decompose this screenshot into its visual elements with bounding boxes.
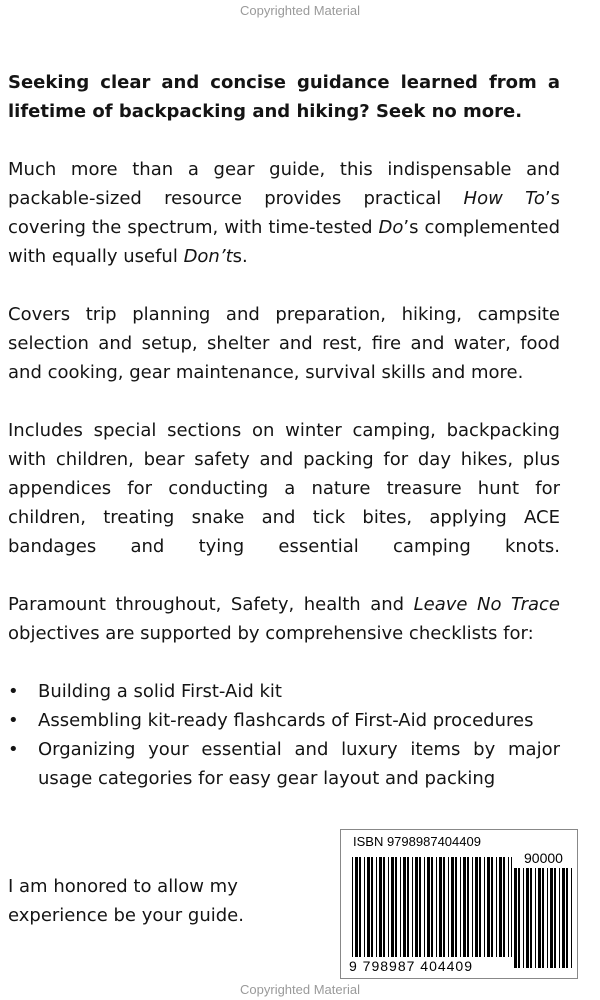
barcode-bar bbox=[475, 857, 478, 957]
addon-barcode bbox=[514, 868, 572, 968]
list-item: • Organizing your essential and luxury items by major usage categories for easy gear layout and packing bbox=[8, 735, 560, 793]
barcode-bar bbox=[484, 857, 485, 957]
bullet-glyph: • bbox=[8, 710, 19, 731]
barcode-bar bbox=[496, 857, 497, 957]
barcode-bar bbox=[412, 857, 413, 957]
barcode-bar bbox=[395, 857, 397, 957]
barcode-bar bbox=[419, 857, 421, 957]
barcode-bar bbox=[415, 857, 418, 957]
barcode-bar bbox=[472, 857, 473, 957]
special-sections-paragraph: Includes special sections on winter camping, backpacking with children, bear safety and packing for day hikes, plus appendices for conducting a nature treasure hunt for children, treating snake and tick bites, applying ACE bandages and tying essential camping knots. bbox=[8, 420, 560, 557]
barcode-bar bbox=[559, 868, 560, 968]
barcode-bar bbox=[503, 857, 505, 957]
barcode-bar bbox=[439, 857, 442, 957]
barcode-bar bbox=[352, 857, 353, 957]
topics-paragraph: Covers trip planning and preparation, hiking, campsite selection and setup, shelter and rest, fire and water, food and cooking, gear maintenance, survival skills and more. bbox=[8, 304, 560, 383]
barcode-bar bbox=[487, 857, 490, 957]
barcode-bar bbox=[518, 868, 520, 968]
barcode-bar bbox=[383, 857, 385, 957]
barcode-bar bbox=[407, 857, 409, 957]
barcode-bar bbox=[388, 857, 389, 957]
barcode-bar bbox=[467, 857, 469, 957]
barcode-bar bbox=[431, 857, 433, 957]
barcode-bar bbox=[364, 857, 365, 957]
closing-note: I am honored to allow my experience be your guide. bbox=[8, 876, 244, 926]
barcode-bar bbox=[508, 857, 509, 957]
barcode-bar bbox=[455, 857, 457, 957]
barcode-bar bbox=[443, 857, 445, 957]
copyright-watermark-bottom: Copyrighted Material bbox=[240, 982, 360, 997]
barcode-bar bbox=[535, 868, 536, 968]
checklists-paragraph: Paramount throughout, Safety, health and Leave No Trace objectives are supported by comprehensive checklists for: bbox=[8, 594, 561, 644]
dont-emphasis: Don’t bbox=[183, 246, 233, 267]
barcode-bar bbox=[371, 857, 373, 957]
ean-barcode bbox=[352, 857, 512, 957]
barcode-bar bbox=[403, 857, 406, 957]
barcode-bar bbox=[379, 857, 382, 957]
barcode-bar bbox=[436, 857, 437, 957]
how-to-emphasis: How To bbox=[463, 188, 545, 209]
barcode-bar bbox=[479, 857, 481, 957]
isbn-label: ISBN 9798987404409 bbox=[353, 834, 481, 849]
barcode-bar bbox=[448, 857, 449, 957]
list-item: • Assembling kit-ready flashcards of First-Aid procedures bbox=[8, 706, 560, 735]
barcode-bar bbox=[491, 857, 493, 957]
barcode-bar bbox=[499, 857, 502, 957]
barcode-bar bbox=[424, 857, 425, 957]
bullet-glyph: • bbox=[8, 681, 19, 702]
bullet-glyph: • bbox=[8, 739, 19, 760]
barcode-bar bbox=[367, 857, 370, 957]
barcode-bar bbox=[514, 868, 517, 968]
back-cover-text bbox=[8, 68, 560, 793]
barcode-bar bbox=[554, 868, 556, 968]
barcode-bar bbox=[451, 857, 454, 957]
barcode-bar bbox=[542, 868, 544, 968]
barcode-bar bbox=[376, 857, 377, 957]
barcode-bar bbox=[400, 857, 401, 957]
barcode-bar bbox=[538, 868, 541, 968]
description-paragraph: Much more than a gear guide, this indispensable and packable-sized resource provides practical How To’s covering the spectrum, with time-tested Do’s complemented with equally useful Don’ts. bbox=[8, 159, 561, 267]
do-emphasis: Do bbox=[378, 217, 404, 238]
barcode-bar bbox=[359, 857, 361, 957]
leave-no-trace-emphasis: Leave No Trace bbox=[413, 594, 561, 615]
intro-paragraph: Seeking clear and concise guidance learned from a lifetime of backpacking and hiking? Seek no more. bbox=[8, 72, 560, 122]
barcode-bar bbox=[566, 868, 568, 968]
barcode-bar bbox=[523, 868, 524, 968]
isbn-digits: 9 798987 404409 bbox=[349, 958, 473, 974]
barcode-bar bbox=[547, 868, 548, 968]
barcode-bar bbox=[427, 857, 430, 957]
barcode-bar bbox=[355, 857, 358, 957]
barcode-bar bbox=[562, 868, 565, 968]
barcode-bar bbox=[526, 868, 529, 968]
list-item: • Building a solid First-Aid kit bbox=[8, 677, 560, 706]
copyright-watermark-top: Copyrighted Material bbox=[240, 3, 360, 18]
barcode-bar bbox=[550, 868, 553, 968]
barcode-bar bbox=[511, 857, 512, 957]
barcode-bar bbox=[530, 868, 532, 968]
barcode-bar bbox=[571, 868, 572, 968]
checklist-bullets bbox=[8, 677, 560, 793]
barcode-bar bbox=[460, 857, 461, 957]
price-code: 90000 bbox=[524, 850, 563, 866]
barcode-bar bbox=[463, 857, 466, 957]
barcode-bar bbox=[391, 857, 394, 957]
